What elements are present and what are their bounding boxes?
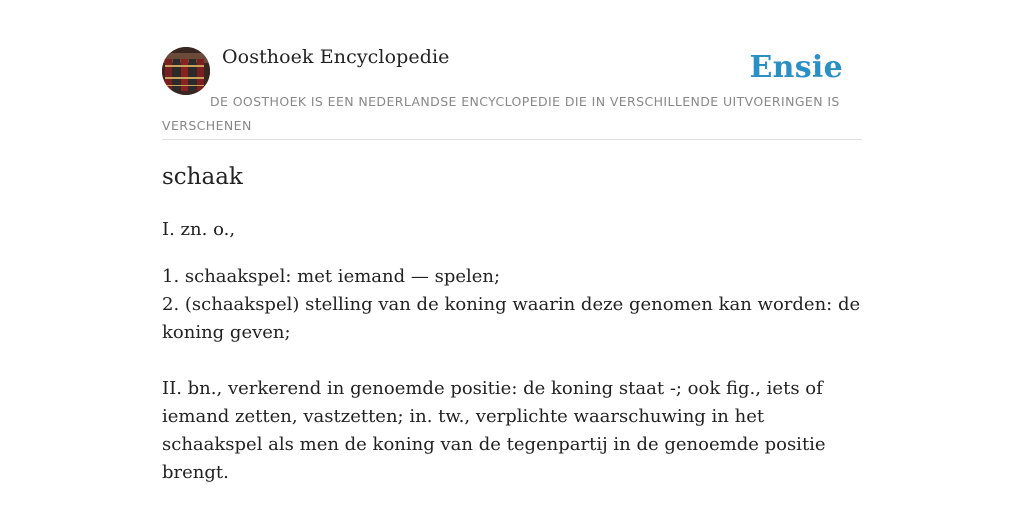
entry-title: schaak xyxy=(162,164,243,190)
definition-list xyxy=(162,263,862,347)
encyclopedia-books-icon[interactable] xyxy=(162,47,210,95)
site-tagline: DE OOSTHOEK IS EEN NEDERLANDSE ENCYCLOPEDIE DIE IN VERSCHILLENDE UITVOERINGEN IS VERSCHENEN xyxy=(162,94,840,133)
part-one-label: I. zn. o., xyxy=(162,219,236,240)
site-name[interactable]: Oosthoek Encyclopedie xyxy=(222,46,450,68)
site-header xyxy=(162,0,862,140)
definition-item: 2. (schaakspel) stelling van de koning waarin deze genomen kan worden: de koning geven; xyxy=(162,294,861,343)
definition-item: 1. schaakspel: met iemand — spelen; xyxy=(162,266,501,287)
brand-logo[interactable]: Ensie xyxy=(749,50,843,85)
page-container xyxy=(162,0,862,483)
part-two-text: II. bn., verkerend in genoemde positie: de koning staat -; ook fig., iets of iemand zetten, vastzetten; in. tw., verplichte waarschuwing in het schaakspel als men de koning van de tegenpartij in de genoemde positie brengt. xyxy=(162,378,826,483)
